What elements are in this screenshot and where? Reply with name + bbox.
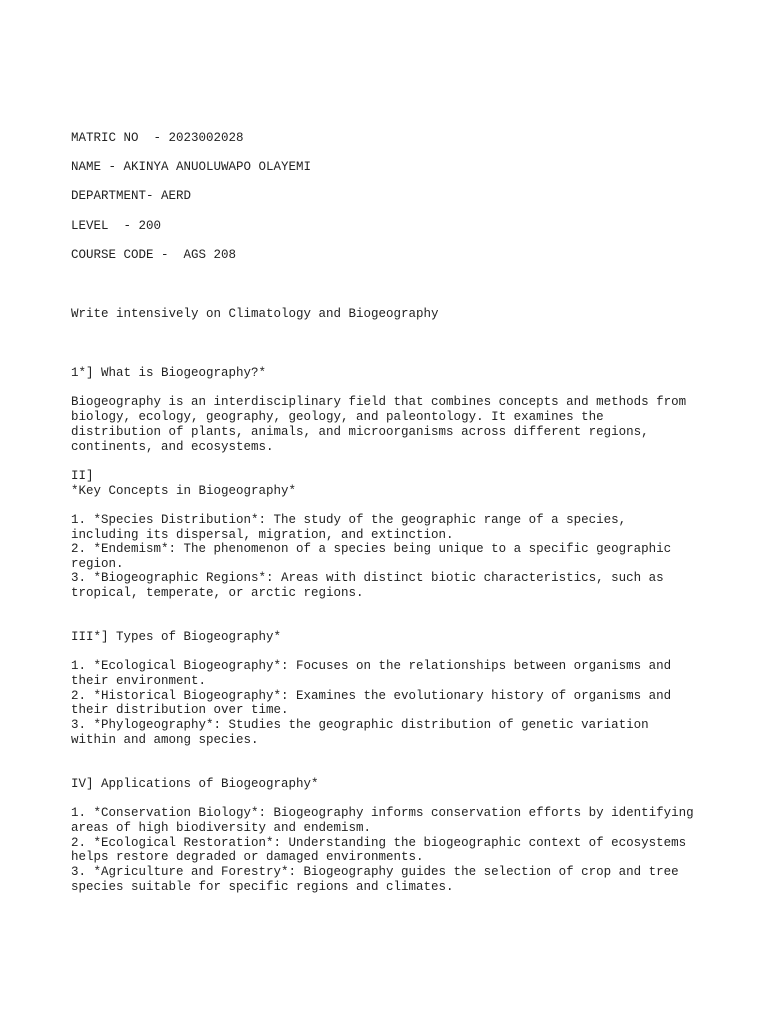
- section-4-line: species suitable for specific regions and climates.: [71, 880, 454, 894]
- section-3-heading: III*] Types of Biogeography*: [71, 630, 282, 644]
- section-3-line: 1. *Ecological Biogeography*: Focuses on the relationships between organisms and: [71, 659, 672, 673]
- section-1-body-line: continents, and ecosystems.: [71, 440, 274, 454]
- section-3-line: within and among species.: [71, 733, 259, 747]
- section-4-line: areas of high biodiversity and endemism.: [71, 821, 372, 835]
- level: LEVEL - 200: [71, 219, 162, 233]
- section-4-heading: IV] Applications of Biogeography*: [71, 777, 319, 791]
- section-1-body-line: biology, ecology, geography, geology, and paleontology. It examines the: [71, 410, 604, 424]
- section-2-line: 1. *Species Distribution*: The study of the geographic range of a species,: [71, 513, 627, 527]
- assignment-prompt: Write intensively on Climatology and Biogeography: [71, 307, 439, 321]
- section-3-line: their environment.: [71, 674, 207, 688]
- section-3-line: 2. *Historical Biogeography*: Examines the evolutionary history of organisms and: [71, 689, 672, 703]
- section-2-line: including its dispersal, migration, and extinction.: [71, 528, 454, 542]
- section-3-line: 3. *Phylogeography*: Studies the geographic distribution of genetic variation: [71, 718, 649, 732]
- section-4-line: 2. *Ecological Restoration*: Understanding the biogeographic context of ecosystems: [71, 836, 687, 850]
- section-1-heading: 1*] What is Biogeography?*: [71, 366, 267, 380]
- course-code: COURSE CODE - AGS 208: [71, 248, 237, 262]
- matric-number: MATRIC NO - 2023002028: [71, 131, 244, 145]
- student-name: NAME - AKINYA ANUOLUWAPO OLAYEMI: [71, 160, 312, 174]
- section-2-heading: *Key Concepts in Biogeography*: [71, 484, 297, 498]
- section-3-line: their distribution over time.: [71, 703, 289, 717]
- section-4-line: helps restore degraded or damaged environments.: [71, 850, 424, 864]
- section-2-line: 3. *Biogeographic Regions*: Areas with distinct biotic characteristics, such as: [71, 571, 664, 585]
- section-1-body-line: Biogeography is an interdisciplinary field that combines concepts and methods from: [71, 395, 687, 409]
- department: DEPARTMENT- AERD: [71, 189, 192, 203]
- section-2-line: region.: [71, 557, 124, 571]
- section-4-line: 3. *Agriculture and Forestry*: Biogeography guides the selection of crop and tree: [71, 865, 679, 879]
- section-2-number: II]: [71, 469, 94, 483]
- section-1-body-line: distribution of plants, animals, and microorganisms across different regions,: [71, 425, 649, 439]
- section-2-line: 2. *Endemism*: The phenomenon of a species being unique to a specific geographic: [71, 542, 672, 556]
- section-4-line: 1. *Conservation Biology*: Biogeography informs conservation efforts by identifying: [71, 806, 694, 820]
- section-2-line: tropical, temperate, or arctic regions.: [71, 586, 364, 600]
